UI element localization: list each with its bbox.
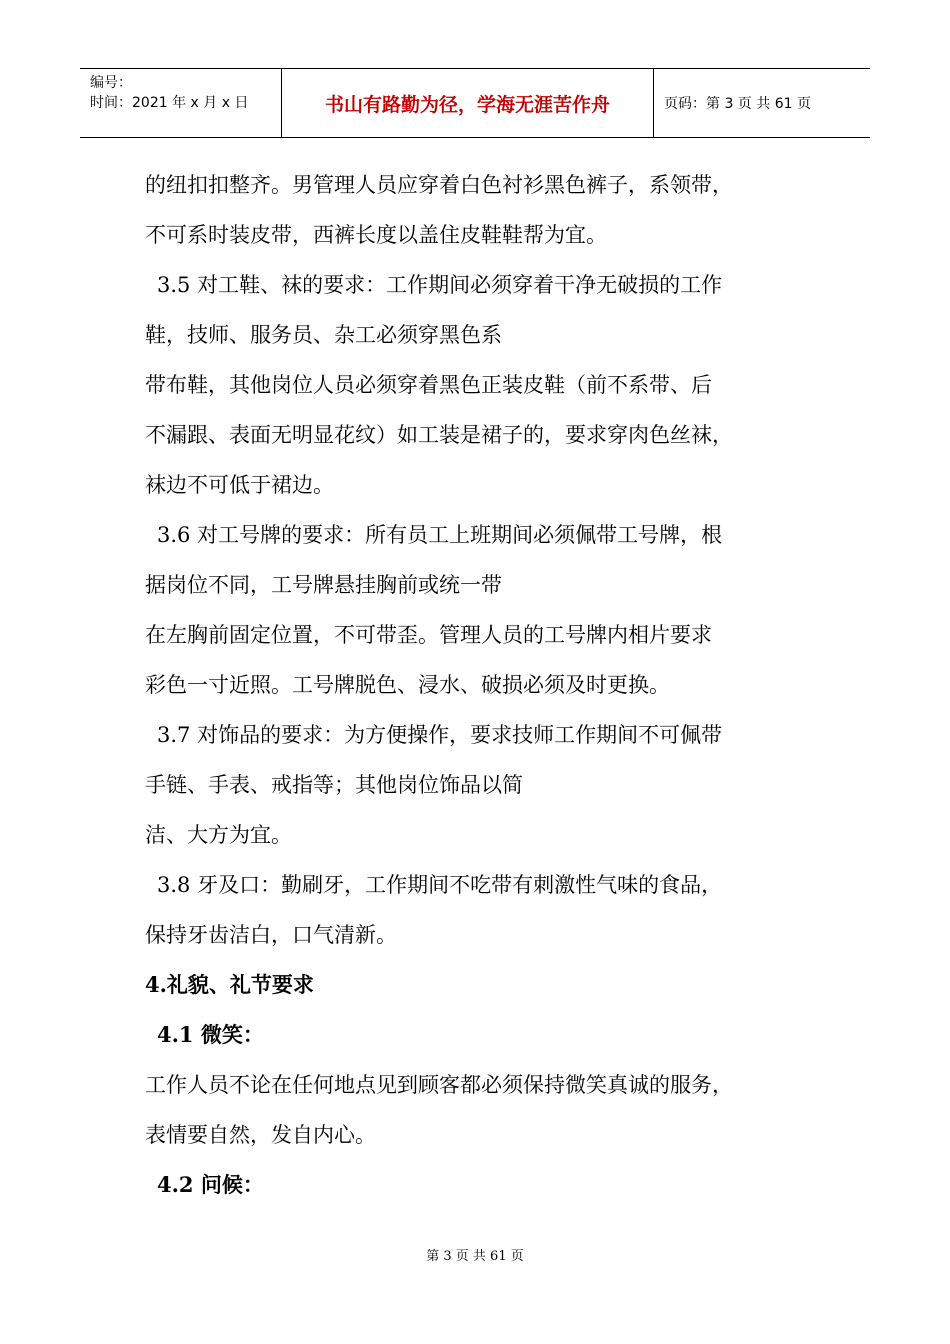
body-line: 工作人员不论在任何地点见到顾客都必须保持微笑真诚的服务， [145, 1073, 733, 1097]
body-line: 4.1 微笑： [157, 1022, 264, 1047]
body-line: 彩色一寸近照。工号牌脱色、浸水、破损必须及时更换。 [145, 673, 670, 697]
body-line: 袜边不可低于裙边。 [145, 473, 334, 497]
body-line: 不可系时装皮带，西裤长度以盖住皮鞋鞋帮为宜。 [145, 223, 607, 247]
body-line: 保持牙齿洁白，口气清新。 [145, 923, 397, 947]
body-line: 4.礼貌、礼节要求 [145, 972, 314, 997]
body-line: 4.2 问候： [157, 1172, 264, 1197]
body-line: 3.5 对工鞋、袜的要求：工作期间必须穿着干净无破损的工作 [157, 273, 723, 297]
body-line: 不漏跟、表面无明显花纹）如工装是裙子的，要求穿肉色丝袜， [145, 423, 733, 447]
header-meta-cell [80, 69, 282, 137]
body-line: 洁、大方为宜。 [145, 823, 292, 847]
document-header [80, 68, 870, 138]
header-motto: 书山有路勤为径，学海无涯苦作舟 [282, 69, 654, 137]
body-line: 鞋，技师、服务员、杂工必须穿黑色系 [145, 323, 502, 347]
body-line: 据岗位不同，工号牌悬挂胸前或统一带 [145, 573, 502, 597]
body-line: 表情要自然，发自内心。 [145, 1123, 376, 1147]
header-page-label: 页码：第 3 页 共 61 页 [664, 96, 811, 112]
body-line: 3.6 对工号牌的要求：所有员工上班期间必须佩带工号牌，根 [157, 523, 723, 547]
header-time-label: 时间：2021 年 x 月 x 日 [90, 95, 249, 111]
body-line: 3.8 牙及口：勤刷牙，工作期间不吃带有刺激性气味的食品， [157, 873, 723, 897]
page-footer: 第 3 页 共 61 页 [426, 1249, 524, 1264]
header-number-label: 编号： [90, 75, 132, 91]
body-line: 手链、手表、戒指等；其他岗位饰品以简 [145, 773, 523, 797]
body-line: 带布鞋，其他岗位人员必须穿着黑色正装皮鞋（前不系带、后 [145, 373, 712, 397]
body-line: 3.7 对饰品的要求：为方便操作，要求技师工作期间不可佩带 [157, 723, 723, 747]
body-line: 的纽扣扣整齐。男管理人员应穿着白色衬衫黑色裤子，系领带， [145, 173, 733, 197]
body-line: 在左胸前固定位置，不可带歪。管理人员的工号牌内相片要求 [145, 623, 712, 647]
document-body [145, 160, 845, 1210]
